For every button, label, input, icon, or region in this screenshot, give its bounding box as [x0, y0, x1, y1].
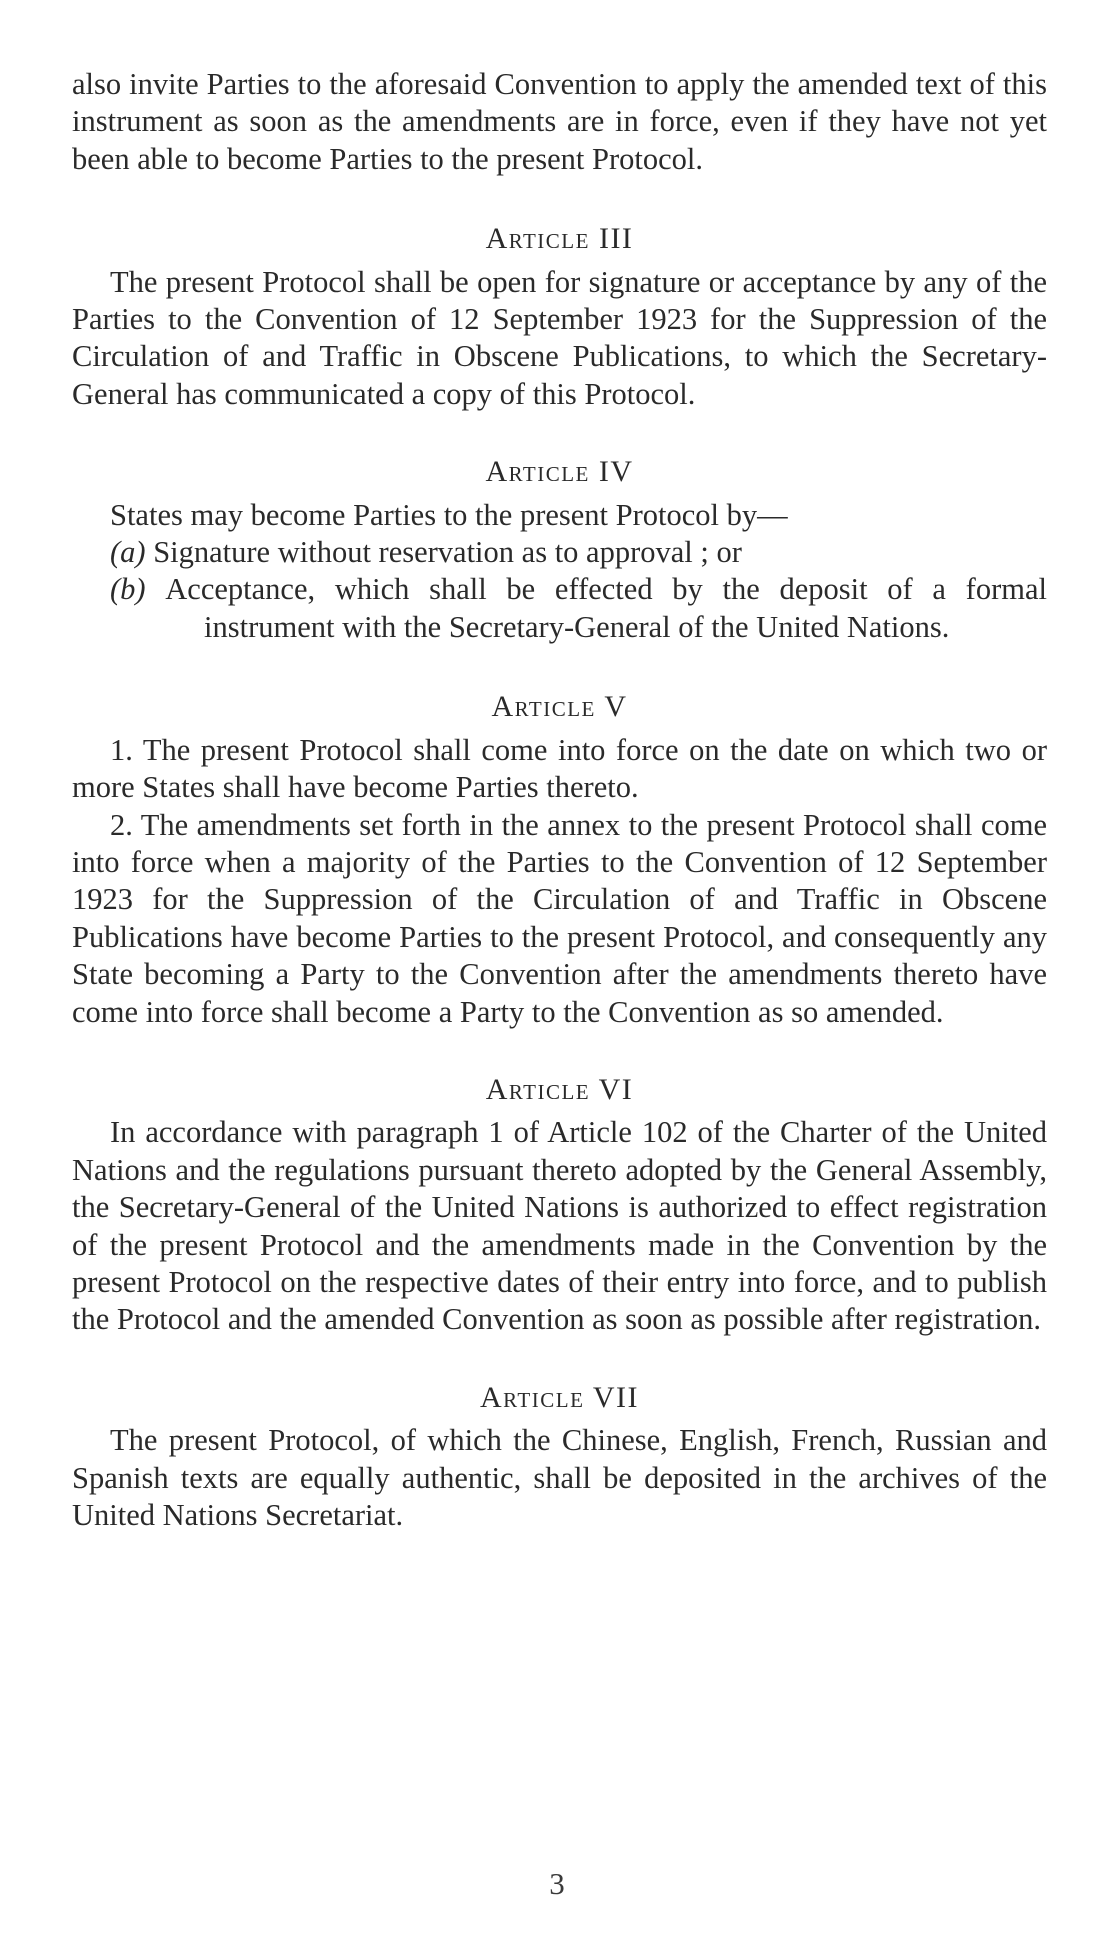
- article-4-intro: States may become Parties to the present Protocol by—: [110, 497, 788, 532]
- article-3-heading: Article III: [485, 222, 634, 256]
- list-item-text: Acceptance, which shall be effected by the deposit of a formal instrument with the Secretary-General of the United Nations.: [165, 572, 1047, 644]
- article-4-item-b: [72, 571, 1047, 646]
- article-4-item-a: [72, 534, 1047, 571]
- article-6-text: In accordance with paragraph 1 of Article 102 of the Charter of the United Nations and the regulations pursuant thereto adopted by the General Assembly, the Secretary-General of the United Nations is authorized to effect registration of the present Protocol and the amendments made in the Convention by the present Protocol on the respective dates of their entry into force, and to publish the Protocol and the amended Convention as soon as possible after registration.: [72, 1115, 1047, 1337]
- opening-paragraph: also invite Parties to the aforesaid Convention to apply the amended text of this instrument as soon as the amendments are in force, even if they have not yet been able to become Parties to the present Protocol.: [72, 67, 1047, 176]
- article-4-heading: Article IV: [485, 455, 634, 489]
- article-7-text: The present Protocol, of which the Chinese, English, French, Russian and Spanish texts are equally authentic, shall be deposited in the archives of the United Nations Secretariat.: [72, 1423, 1047, 1532]
- article-6-heading: Article VI: [485, 1072, 634, 1106]
- article-7-heading: Article VII: [480, 1380, 639, 1414]
- article-5-paragraph-2: 2. The amendments set forth in the annex to the present Protocol shall come into force when a majority of the Parties to the Convention of 12 September 1923 for the Suppression of the Circulation of and Traffic in Obscene Publications have become Parties to the present Protocol, and consequently any State becoming a Party to the Convention after the amendments thereto have come into force shall become a Party to the Convention as so amended.: [72, 807, 1047, 1029]
- list-item-text: Signature without reservation as to approval ; or: [153, 535, 742, 570]
- article-3-text: The present Protocol shall be open for signature or acceptance by any of the Parties to the Convention of 12 September 1923 for the Suppression of the Circulation of and Traffic in Obscene Publications, to which the Secretary-General has communicated a copy of this Protocol.: [72, 264, 1047, 411]
- article-5-heading: Article V: [491, 690, 628, 724]
- article-5-paragraph-1: 1. The present Protocol shall come into force on the date on which two or more States shall have become Parties thereto.: [72, 732, 1047, 805]
- list-marker: (a): [110, 535, 154, 570]
- document-page: [72, 66, 1047, 1534]
- list-marker: (b): [110, 572, 166, 607]
- page-number: 3: [549, 1866, 565, 1901]
